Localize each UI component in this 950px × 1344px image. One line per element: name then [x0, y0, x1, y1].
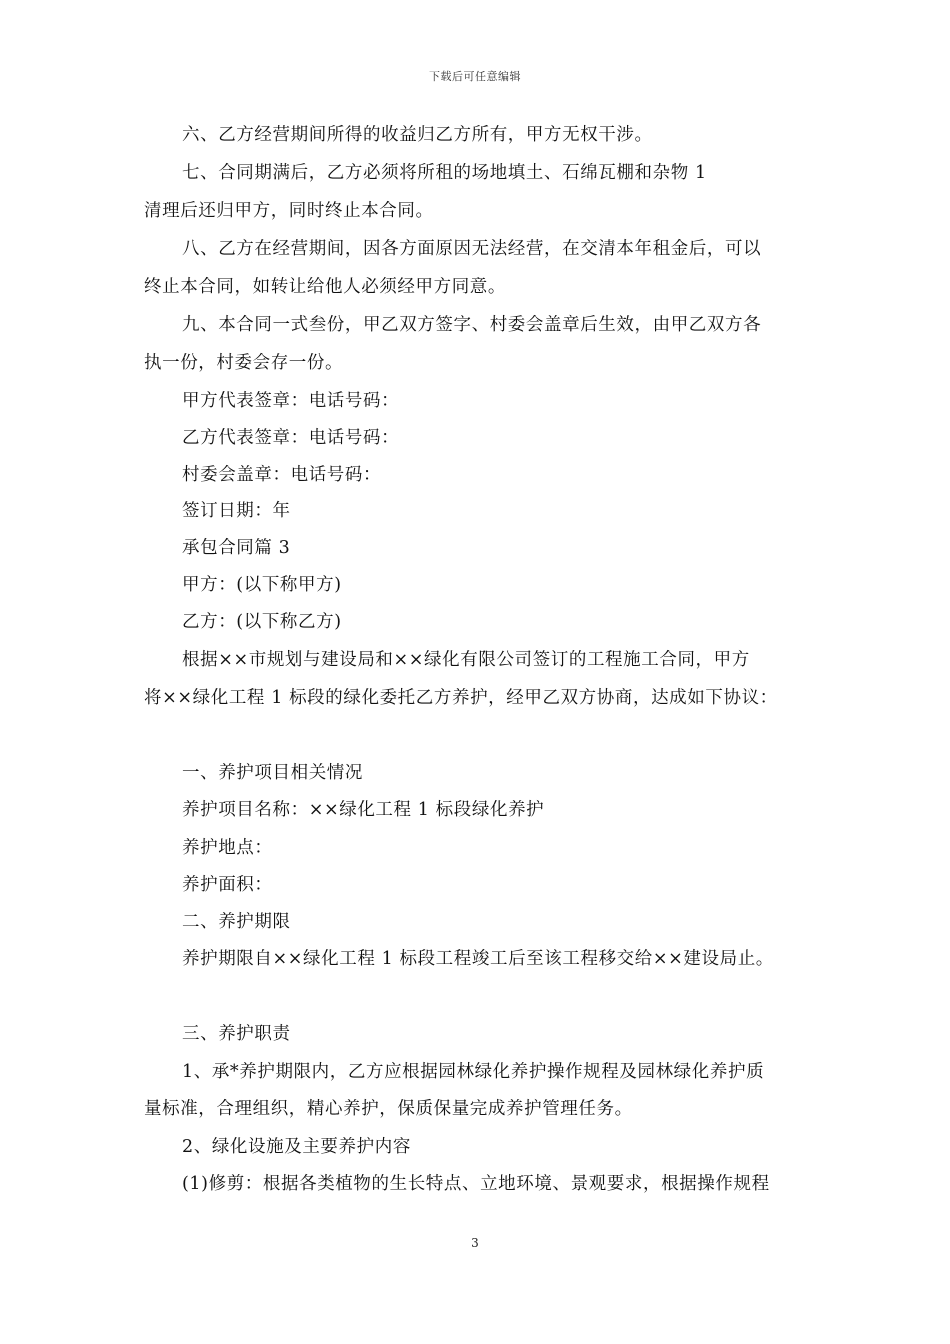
- project-name: 养护项目名称：××绿化工程 1 标段绿化养护: [182, 800, 545, 820]
- section-3-heading: 三、养护职责: [182, 1024, 291, 1044]
- maintenance-period: 养护期限自××绿化工程 1 标段工程竣工后至该工程移交给××建设局止。: [182, 949, 774, 969]
- duty-1-cont: 量标准，合理组织，精心养护，保质保量完成养护管理任务。: [144, 1099, 633, 1119]
- project-location: 养护地点：: [182, 838, 273, 858]
- project-area: 养护面积：: [182, 875, 273, 895]
- party-a-signature: 甲方代表签章：电话号码：: [182, 391, 400, 411]
- party-a: 甲方：(以下称甲方): [182, 575, 342, 595]
- duty-2-item-1: (1)修剪：根据各类植物的生长特点、立地环境、景观要求，根据操作规程: [182, 1174, 770, 1194]
- clause-9: 九、本合同一式叁份，甲乙双方签字、村委会盖章后生效，由甲乙双方各: [182, 315, 762, 335]
- section-1-heading: 一、养护项目相关情况: [182, 763, 363, 783]
- clause-8: 八、乙方在经营期间，因各方面原因无法经营，在交清本年租金后，可以: [182, 239, 762, 259]
- duty-2: 2、绿化设施及主要养护内容: [182, 1137, 411, 1157]
- intro-paragraph-cont: 将××绿化工程 1 标段的绿化委托乙方养护，经甲乙双方协商，达成如下协议：: [144, 688, 778, 708]
- clause-6: 六、乙方经营期间所得的收益归乙方所有，甲方无权干涉。: [182, 125, 653, 145]
- party-b: 乙方：(以下称乙方): [182, 612, 342, 632]
- clause-8-cont: 终止本合同，如转让给他人必须经甲方同意。: [144, 277, 506, 297]
- clause-7: 七、合同期满后，乙方必须将所租的场地填土、石绵瓦棚和杂物 1: [182, 163, 707, 183]
- clause-7-cont: 清理后还归甲方，同时终止本合同。: [144, 201, 434, 221]
- page-header: 下载后可任意编辑: [429, 70, 521, 83]
- village-seal: 村委会盖章：电话号码：: [182, 465, 382, 485]
- party-b-signature: 乙方代表签章：电话号码：: [182, 428, 400, 448]
- signing-date: 签订日期：年: [182, 501, 291, 521]
- duty-1: 1、承*养护期限内，乙方应根据园林绿化养护操作规程及园林绿化养护质: [182, 1062, 765, 1082]
- section-2-heading: 二、养护期限: [182, 912, 291, 932]
- page-number: 3: [471, 1236, 479, 1250]
- intro-paragraph: 根据××市规划与建设局和××绿化有限公司签订的工程施工合同，甲方: [182, 650, 750, 670]
- contract-title: 承包合同篇 3: [182, 538, 291, 558]
- clause-9-cont: 执一份，村委会存一份。: [144, 353, 344, 373]
